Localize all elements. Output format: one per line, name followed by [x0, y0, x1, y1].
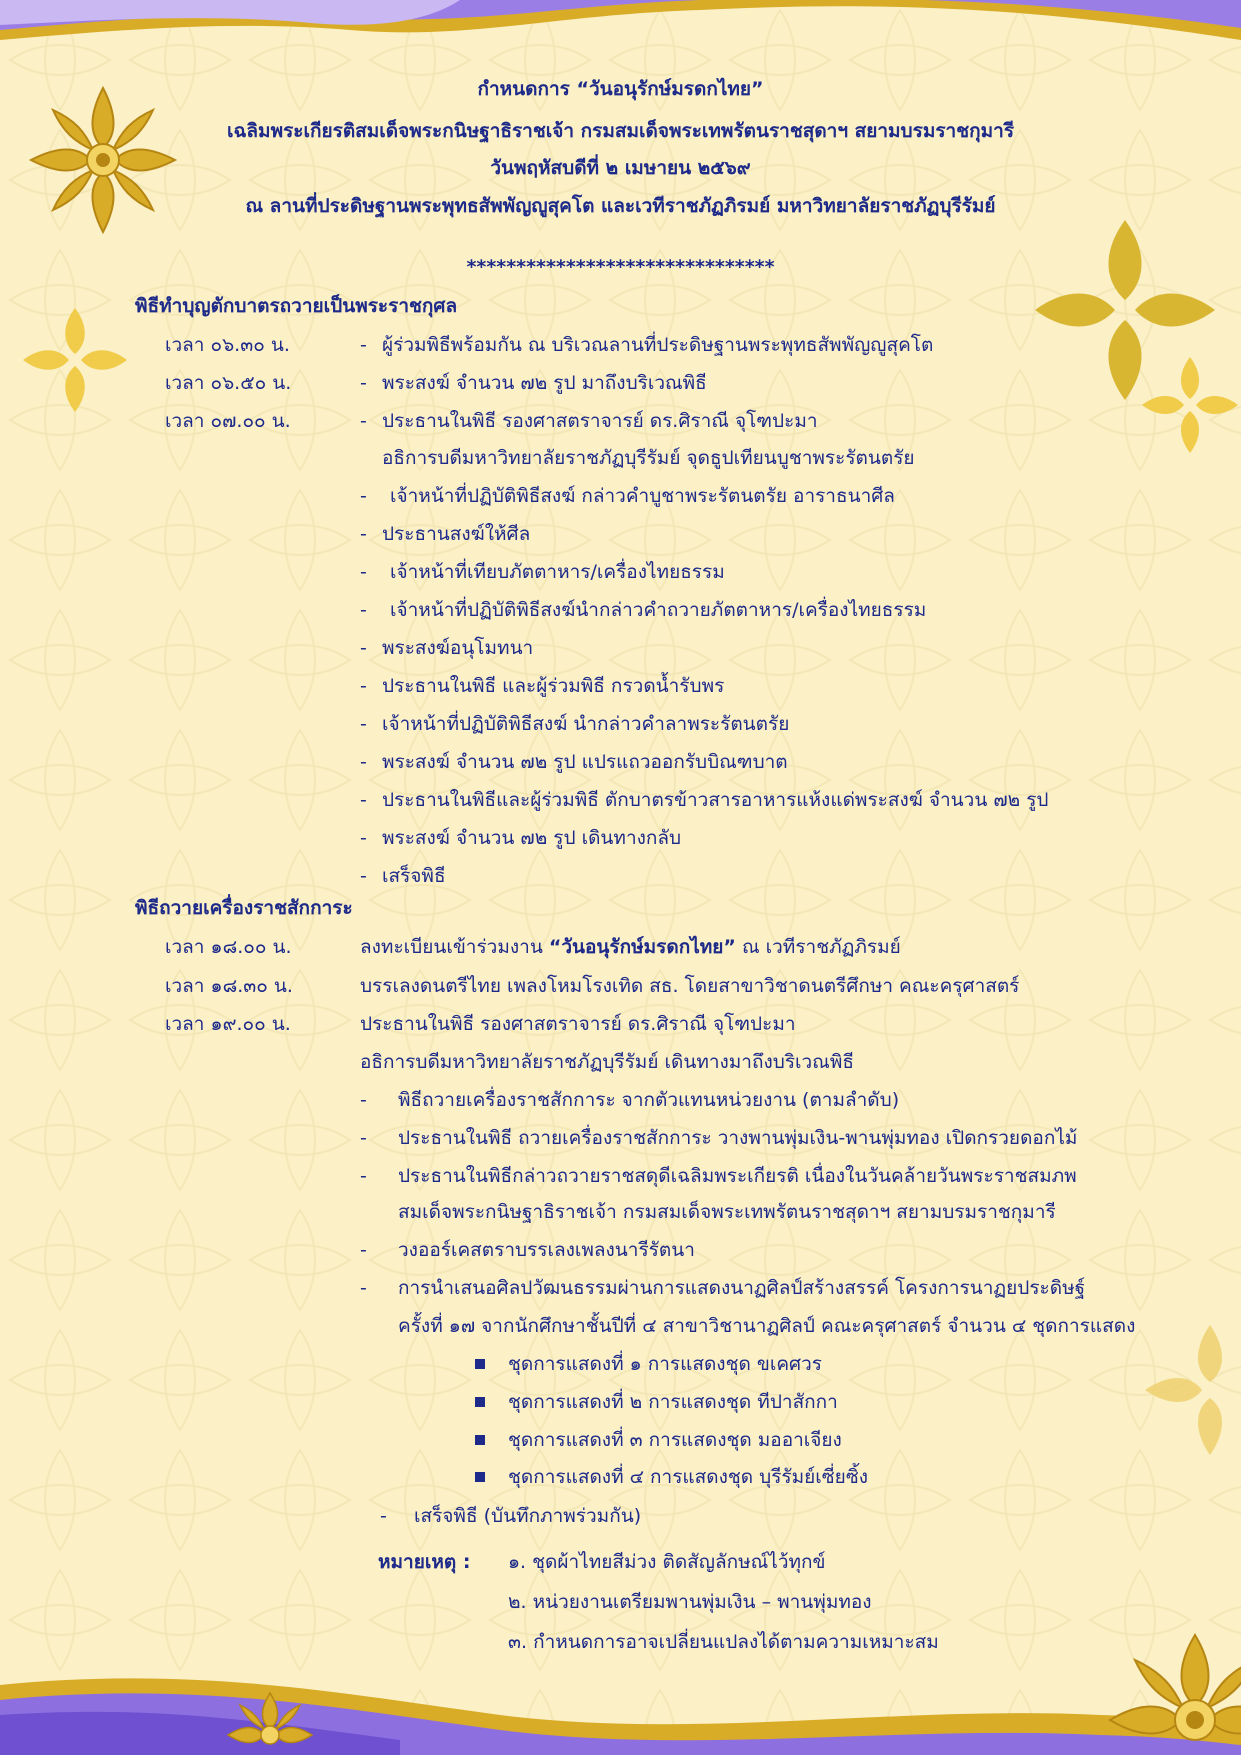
note-item: ๑. ชุดผ้าไทยสีม่วง ติดสัญลักษณ์ไว้ทุกข์ — [508, 1551, 826, 1573]
list-dash: - — [360, 523, 367, 545]
document-title: กำหนดการ “วันอนุรักษ์มรดกไทย” — [477, 78, 764, 100]
schedule-dash: - — [360, 372, 367, 394]
list-dash: - — [360, 675, 367, 697]
performance-item: ชุดการแสดงที่ ๔ การแสดงชุด บุรีรัมย์เซี่ยซิ้ง — [508, 1466, 868, 1488]
note-item: ๓. กำหนดการอาจเปลี่ยนแปลงได้ตามความเหมาะสม — [508, 1631, 939, 1653]
schedule-text-part: ลงทะเบียนเข้าร่วมงาน — [360, 936, 549, 958]
list-item: พระสงฆ์อนุโมทนา — [382, 637, 534, 659]
list-dash: - — [360, 1277, 367, 1299]
list-dash: - — [360, 1127, 367, 1149]
note-item: ๒. หน่วยงานเตรียมพานพุ่มเงิน – พานพุ่มทอง — [508, 1591, 872, 1613]
performance-item: ชุดการแสดงที่ ๑ การแสดงชุด ขเคศวร — [508, 1353, 822, 1375]
list-item: เสร็จพิธี (บันทึกภาพร่วมกัน) — [414, 1505, 642, 1527]
schedule-text: ประธานในพิธี รองศาสตราจารย์ ดร.ศิราณี จุโฑปะมา — [360, 1013, 796, 1035]
schedule-text-continuation: อธิการบดีมหาวิทยาลัยราชภัฏบุรีรัมย์ จุดธูปเทียนบูชาพระรัตนตรัย — [382, 447, 915, 469]
list-dash: - — [360, 1239, 367, 1261]
list-dash: - — [360, 751, 367, 773]
event-name-highlight: “วันอนุรักษ์มรดกไทย” — [548, 936, 736, 958]
bullet-square-icon — [475, 1472, 485, 1482]
list-dash: - — [360, 485, 367, 507]
schedule-dash: - — [360, 334, 367, 356]
bullet-square-icon — [475, 1359, 485, 1369]
notes-label: หมายเหตุ : — [378, 1551, 471, 1573]
schedule-text: ประธานในพิธี รองศาสตราจารย์ ดร.ศิราณี จุโฑปะมา — [382, 410, 818, 432]
event-date: วันพฤหัสบดีที่ ๒ เมษายน ๒๕๖๙ — [490, 157, 751, 179]
divider-stars: ******************************* — [466, 256, 775, 278]
list-dash: - — [360, 827, 367, 849]
list-dash: - — [380, 1505, 387, 1527]
list-dash: - — [360, 599, 367, 621]
schedule-time: เวลา ๑๘.๓๐ น. — [165, 975, 293, 997]
list-item: เจ้าหน้าที่ปฏิบัติพิธีสงฆ์ กล่าวคำบูชาพระรัตนตรัย อาราธนาศีล — [390, 485, 895, 507]
list-dash: - — [360, 637, 367, 659]
document-subtitle: เฉลิมพระเกียรติสมเด็จพระกนิษฐาธิราชเจ้า กรมสมเด็จพระเทพรัตนราชสุดาฯ สยามบรมราชกุมารี — [226, 120, 1015, 142]
list-dash: - — [360, 865, 367, 887]
bullet-square-icon — [475, 1397, 485, 1407]
list-item-continuation: สมเด็จพระกนิษฐาธิราชเจ้า กรมสมเด็จพระเทพรัตนราชสุดาฯ สยามบรมราชกุมารี — [398, 1201, 1056, 1223]
list-item: ประธานในพิธี ถวายเครื่องราชสักการะ วางพานพุ่มเงิน-พานพุ่มทอง เปิดกรวยดอกไม้ — [398, 1127, 1078, 1149]
schedule-time: เวลา ๐๖.๕๐ น. — [165, 372, 292, 394]
schedule-time: เวลา ๑๘.๐๐ น. — [165, 936, 292, 958]
schedule-text: ผู้ร่วมพิธีพร้อมกัน ณ บริเวณลานที่ประดิษฐานพระพุทธสัพพัญญูสุคโต — [382, 334, 934, 356]
list-item: เสร็จพิธี — [382, 865, 446, 887]
list-item: วงออร์เคสตราบรรเลงเพลงนารีรัตนา — [398, 1239, 695, 1261]
schedule-text: บรรเลงดนตรีไทย เพลงโหมโรงเทิด สธ. โดยสาขาวิชาดนตรีศึกษา คณะครุศาสตร์ — [360, 975, 1020, 997]
list-item-continuation: ครั้งที่ ๑๗ จากนักศึกษาชั้นปีที่ ๔ สาขาวิชานาฏศิลป์ คณะครุศาสตร์ จำนวน ๔ ชุดการแสดง — [398, 1315, 1136, 1337]
schedule-text — [360, 938, 901, 957]
list-item: ประธานในพิธีและผู้ร่วมพิธี ตักบาตรข้าวสารอาหารแห้งแด่พระสงฆ์ จำนวน ๗๒ รูป — [382, 789, 1049, 811]
performance-item: ชุดการแสดงที่ ๓ การแสดงชุด มออาเจียง — [508, 1429, 842, 1451]
list-item: เจ้าหน้าที่เทียบภัตตาหาร/เครื่องไทยธรรม — [390, 561, 725, 583]
schedule-time: เวลา ๑๙.๐๐ น. — [165, 1013, 291, 1035]
list-item: พระสงฆ์ จำนวน ๗๒ รูป แปรแถวออกรับบิณฑบาต — [382, 751, 788, 773]
schedule-time: เวลา ๐๗.๐๐ น. — [165, 410, 291, 432]
list-dash: - — [360, 1089, 367, 1111]
list-item: เจ้าหน้าที่ปฏิบัติพิธีสงฆ์ นำกล่าวคำลาพระรัตนตรัย — [382, 713, 790, 735]
list-item: พระสงฆ์ จำนวน ๗๒ รูป เดินทางกลับ — [382, 827, 682, 849]
list-item: การนำเสนอศิลปวัฒนธรรมผ่านการแสดงนาฏศิลป์สร้างสรรค์ โครงการนาฏยประดิษฐ์ — [398, 1277, 1086, 1299]
list-item: ประธานสงฆ์ให้ศีล — [382, 523, 531, 545]
performance-item: ชุดการแสดงที่ ๒ การแสดงชุด ทีปาสักกา — [508, 1391, 838, 1413]
list-item: ประธานในพิธี และผู้ร่วมพิธี กรวดน้ำรับพร — [382, 675, 725, 697]
schedule-time: เวลา ๐๖.๓๐ น. — [165, 334, 290, 356]
event-location: ณ ลานที่ประดิษฐานพระพุทธสัพพัญญูสุคโต และเวทีราชภัฏภิรมย์ มหาวิทยาลัยราชภัฏบุรีรัมย์ — [245, 195, 996, 217]
schedule-text-continuation: อธิการบดีมหาวิทยาลัยราชภัฏบุรีรัมย์ เดินทางมาถึงบริเวณพิธี — [360, 1051, 854, 1073]
section-title-merit-ceremony: พิธีทำบุญตักบาตรถวายเป็นพระราชกุศล — [135, 295, 458, 317]
list-item: ประธานในพิธีกล่าวถวายราชสดุดีเฉลิมพระเกียรติ เนื่องในวันคล้ายวันพระราชสมภพ — [398, 1165, 1077, 1187]
list-dash: - — [360, 561, 367, 583]
list-item: เจ้าหน้าที่ปฏิบัติพิธีสงฆ์นำกล่าวคำถวายภัตตาหาร/เครื่องไทยธรรม — [390, 599, 927, 621]
bullet-square-icon — [475, 1435, 485, 1445]
list-dash: - — [360, 1165, 367, 1187]
section-title-royal-offering: พิธีถวายเครื่องราชสักการะ — [135, 897, 353, 919]
schedule-text-part: ณ เวทีราชภัฏภิรมย์ — [735, 936, 901, 958]
list-dash: - — [360, 789, 367, 811]
schedule-text: พระสงฆ์ จำนวน ๗๒ รูป มาถึงบริเวณพิธี — [382, 372, 707, 394]
list-item: พิธีถวายเครื่องราชสักการะ จากตัวแทนหน่วยงาน (ตามลำดับ) — [398, 1089, 900, 1111]
list-dash: - — [360, 713, 367, 735]
schedule-dash: - — [360, 410, 367, 432]
